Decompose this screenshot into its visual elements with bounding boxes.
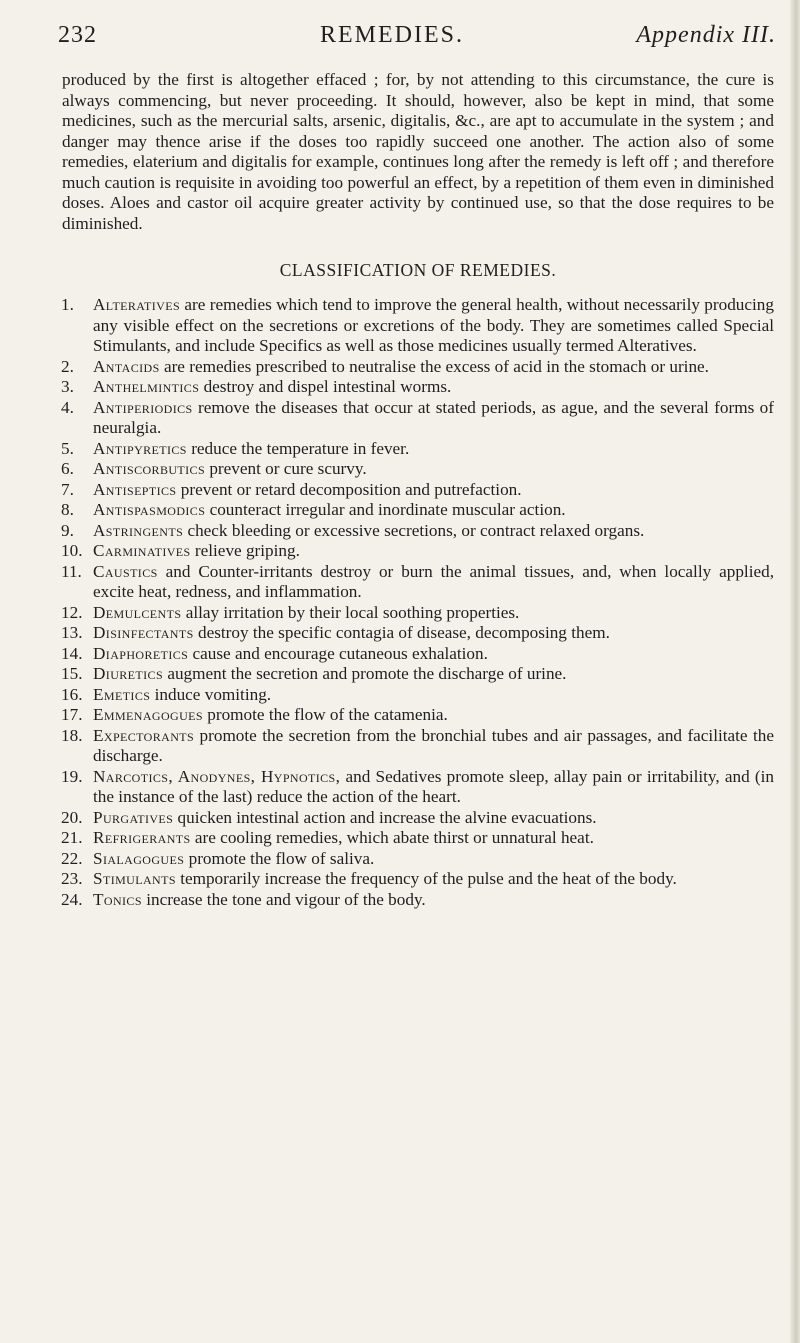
- page-header: [58, 22, 776, 56]
- item-number: 22.: [61, 848, 83, 868]
- list-item: [62, 377, 774, 398]
- item-number: 23.: [61, 869, 83, 888]
- item-term: Stimulants: [93, 869, 176, 888]
- item-term: Diaphoretics: [93, 643, 189, 663]
- item-number: 12.: [61, 602, 83, 622]
- item-number: 8.: [61, 500, 74, 519]
- item-number: 13.: [61, 623, 83, 642]
- item-text: are cooling remedies, which abate thirst or unnatural heat.: [190, 828, 594, 847]
- item-number: 20.: [61, 807, 83, 827]
- item-text: are remedies prescribed to neutralise the excess of acid in the stomach or urine.: [159, 356, 709, 376]
- remedy-list: [62, 295, 774, 910]
- list-item: [62, 603, 774, 624]
- running-title: REMEDIES.: [320, 22, 464, 48]
- item-text: are remedies which tend to improve the general health, without necessarily producing any visible effect on the secretions or excretions of the body. They are sometimes called Special Stimulants, and include Specifics as well as those medicines usually termed Alteratives.: [93, 295, 774, 355]
- item-number: 2.: [61, 356, 74, 376]
- list-item: [62, 398, 774, 439]
- section-heading: CLASSIFICATION OF REMEDIES.: [279, 260, 557, 280]
- item-number: 17.: [61, 705, 83, 724]
- list-item: [62, 480, 774, 501]
- item-term: Narcotics, Anodynes, Hypnotics,: [93, 766, 341, 786]
- item-term: Emetics: [93, 684, 151, 704]
- section-label: Appendix III.: [636, 22, 776, 48]
- list-item: [62, 869, 774, 890]
- item-term: Antiperiodics: [93, 397, 193, 417]
- item-term: Alteratives: [93, 295, 181, 314]
- item-term: Carminatives: [93, 541, 191, 560]
- item-term: Antiseptics: [93, 479, 177, 499]
- list-item: [62, 890, 774, 911]
- list-item: [62, 828, 774, 849]
- item-number: 5.: [61, 438, 74, 458]
- item-number: 24.: [61, 889, 83, 909]
- item-term: Antiscorbutics: [93, 459, 206, 478]
- intro-paragraph: produced by the first is altogether effaced ; for, by not attending to this circumstance, the cure is always commencing, but never proceeding. It should, however, also be kept in mind, that some medicines, such as the mercurial salts, arsenic, digitalis, &c., are apt to accumulate in the system ; and danger may thence arise if the doses too rapidly succeed one another. The action also of some remedies, elaterium and digitalis for example, continues long after the remedy is left off ; and therefore much caution is requisite in avoiding too powerful an effect, by a repetition of them even in diminished doses. Aloes and castor oil acquire greater activity by continued use, so that the dose requires to be diminished.: [62, 70, 774, 233]
- list-item: [62, 562, 774, 603]
- item-term: Antacids: [93, 356, 160, 376]
- list-item: [62, 808, 774, 829]
- item-number: 10.: [61, 541, 83, 560]
- item-number: 16.: [61, 684, 83, 704]
- item-term: Antipyretics: [93, 438, 187, 458]
- item-number: 7.: [61, 479, 74, 499]
- item-text: quicken intestinal action and increase the alvine evacuations.: [173, 807, 597, 827]
- item-text: promote the secretion from the bronchial tubes and air passages, and facilitate the discharge.: [93, 725, 774, 765]
- item-term: Diuretics: [93, 664, 164, 683]
- list-item: [62, 459, 774, 480]
- list-item: [62, 500, 774, 521]
- item-term: Emmenagogues: [93, 705, 203, 724]
- item-text: reduce the temperature in fever.: [186, 438, 410, 458]
- item-number: 9.: [61, 520, 74, 540]
- book-page: [58, 22, 776, 910]
- item-term: Disinfectants: [93, 623, 194, 642]
- item-number: 21.: [61, 828, 83, 847]
- item-text: destroy the specific contagia of disease, decomposing them.: [193, 623, 610, 642]
- item-term: Demulcents: [93, 602, 182, 622]
- item-text: counteract irregular and inordinate muscular action.: [205, 500, 566, 519]
- item-text: promote the flow of saliva.: [184, 848, 375, 868]
- item-number: 11.: [61, 561, 82, 581]
- item-text: augment the secretion and promote the discharge of urine.: [163, 664, 567, 683]
- list-item: [62, 705, 774, 726]
- item-text: temporarily increase the frequency of the pulse and the heat of the body.: [175, 869, 677, 888]
- list-item: [62, 767, 774, 808]
- item-number: 18.: [61, 725, 83, 745]
- list-item: [62, 849, 774, 870]
- item-term: Purgatives: [93, 807, 174, 827]
- list-item: [62, 521, 774, 542]
- item-text: check bleeding or excessive secretions, or contract relaxed organs.: [183, 520, 645, 540]
- list-item: [62, 644, 774, 665]
- item-term: Astringents: [93, 520, 184, 540]
- item-term: Caustics: [93, 561, 158, 581]
- item-number: 15.: [61, 664, 83, 683]
- item-text: prevent or cure scurvy.: [205, 459, 367, 478]
- list-item: [62, 664, 774, 685]
- item-term: Anthelmintics: [93, 377, 200, 396]
- list-item: [62, 295, 774, 357]
- list-item: [62, 623, 774, 644]
- item-text: allay irritation by their local soothing properties.: [181, 602, 520, 622]
- item-text: cause and encourage cutaneous exhalation.: [188, 643, 488, 663]
- item-number: 6.: [61, 459, 74, 478]
- item-text: and Counter-irritants destroy or burn the animal tissues, and, when locally applied, excite heat, redness, and inflammation.: [93, 561, 774, 601]
- item-number: 4.: [61, 397, 74, 417]
- item-text: induce vomiting.: [150, 684, 272, 704]
- item-number: 19.: [61, 766, 83, 786]
- item-text: prevent or retard decomposition and putrefaction.: [176, 479, 522, 499]
- item-text: relieve griping.: [190, 541, 300, 560]
- list-item: [62, 685, 774, 706]
- item-term: Sialagogues: [93, 848, 185, 868]
- item-number: 1.: [61, 295, 74, 314]
- list-item: [62, 726, 774, 767]
- item-text: destroy and dispel intestinal worms.: [199, 377, 452, 396]
- item-term: Antispasmodics: [93, 500, 206, 519]
- item-text: increase the tone and vigour of the body.: [141, 889, 426, 909]
- item-text: and Sedatives promote sleep, allay pain or irritability, and (in the instance of the last) reduce the action of the heart.: [93, 766, 775, 806]
- item-number: 14.: [61, 643, 83, 663]
- page-edge: [790, 0, 800, 1343]
- item-text: remove the diseases that occur at stated periods, as ague, and the several forms of neuralgia.: [93, 397, 774, 437]
- item-number: 3.: [61, 377, 74, 396]
- item-term: Refrigerants: [93, 828, 191, 847]
- item-term: Tonics: [93, 889, 142, 909]
- list-item: [62, 541, 774, 562]
- item-text: promote the flow of the catamenia.: [202, 705, 448, 724]
- page-number: 232: [58, 22, 97, 48]
- list-item: [62, 357, 774, 378]
- item-term: Expectorants: [93, 725, 195, 745]
- list-item: [62, 439, 774, 460]
